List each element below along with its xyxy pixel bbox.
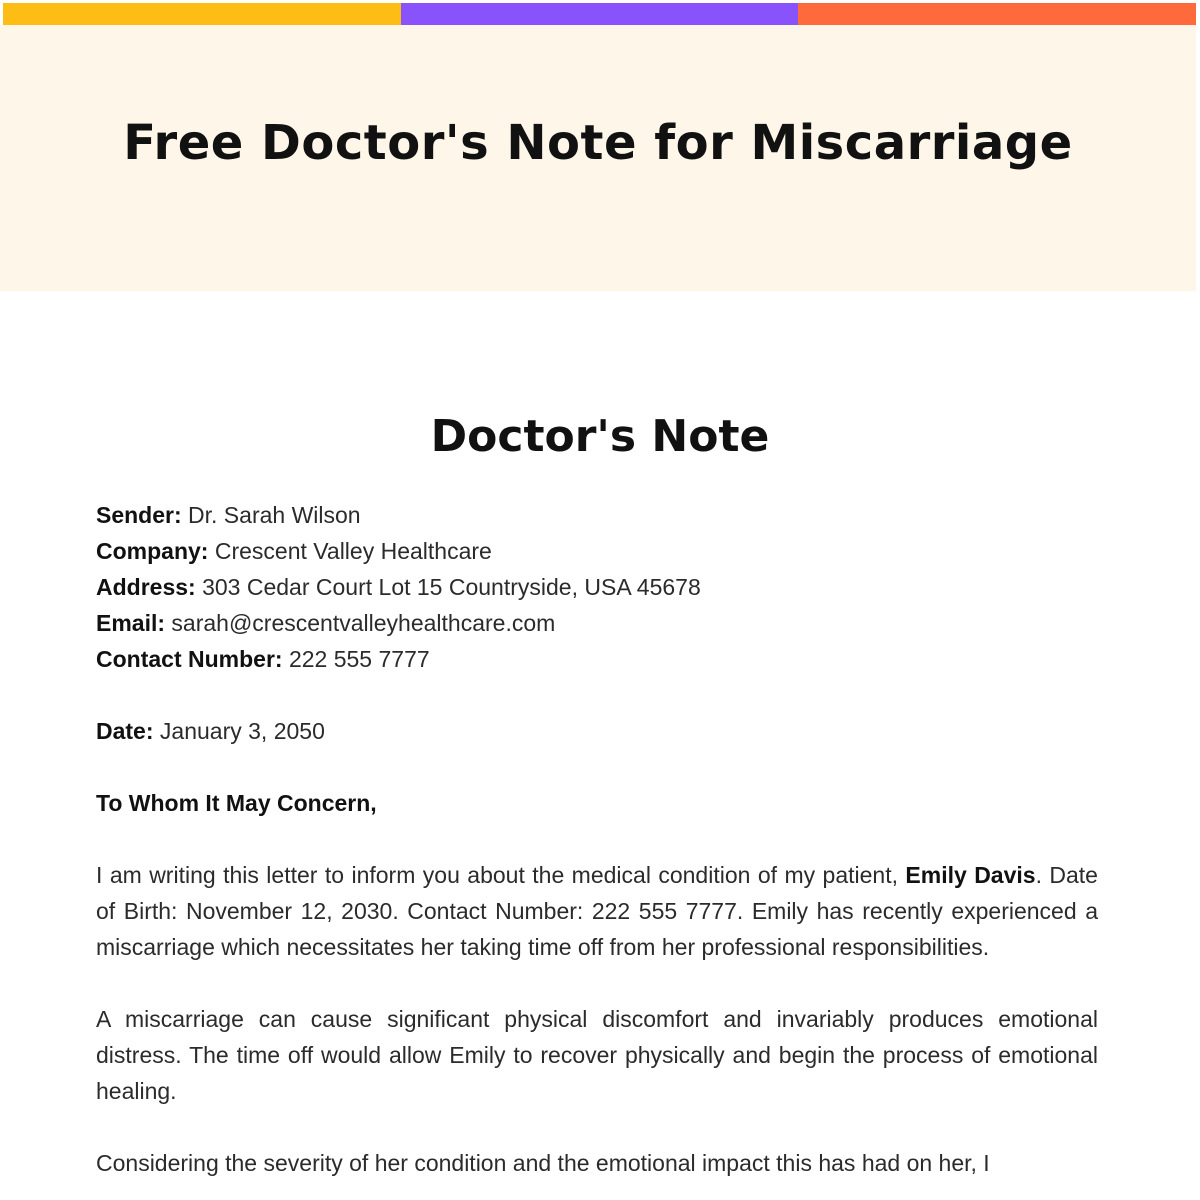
sender-label: Sender: <box>96 502 182 528</box>
document-body <box>96 497 1098 1181</box>
accent-bar <box>3 3 1196 25</box>
paragraph-text: I am writing this letter to inform you about the medical condition of my patient, <box>96 862 906 888</box>
spacer <box>96 677 1098 713</box>
document-page <box>0 291 1200 1200</box>
accent-bar-orange <box>798 3 1196 25</box>
address-line <box>96 569 1098 605</box>
spacer <box>96 749 1098 785</box>
date-value: January 3, 2050 <box>159 718 325 744</box>
sender-line <box>96 497 1098 533</box>
page-title: Free Doctor's Note for Miscarriage <box>123 115 1073 171</box>
salutation: To Whom It May Concern, <box>96 790 377 816</box>
sender-details <box>96 497 1098 677</box>
paragraph-severity: Considering the severity of her condition and the emotional impact this has had on her, I <box>96 1150 990 1176</box>
accent-bar-purple <box>401 3 799 25</box>
paragraph-recovery: A miscarriage can cause significant physical discomfort and invariably produces emotional distress. The time off would allow Emily to recover physically and begin the process of emotional healing. <box>96 1006 1098 1104</box>
spacer <box>96 1109 1098 1145</box>
date-line <box>96 713 1098 749</box>
contact-value: 222 555 7777 <box>288 646 430 672</box>
company-value: Crescent Valley Healthcare <box>214 538 492 564</box>
email-line <box>96 605 1098 641</box>
paragraph-text: . Date of Birth: November 12, 2030. Contact Number: 222 555 7777. Emily has recently experienced a miscarriage which necessitates her taking time off from her professional responsibilities. <box>96 862 1098 960</box>
date-label: Date: <box>96 718 154 744</box>
accent-bar-yellow <box>3 3 401 25</box>
sender-value: Dr. Sarah Wilson <box>188 502 361 528</box>
document-title: Doctor's Note <box>430 411 770 462</box>
spacer <box>96 965 1098 1001</box>
email-value: sarah@crescentvalleyhealthcare.com <box>171 610 556 636</box>
hero-banner <box>0 25 1196 291</box>
address-label: Address: <box>96 574 196 600</box>
address-value: 303 Cedar Court Lot 15 Countryside, USA 45678 <box>202 574 701 600</box>
contact-label: Contact Number: <box>96 646 283 672</box>
contact-line <box>96 641 1098 677</box>
company-line <box>96 533 1098 569</box>
spacer <box>96 821 1098 857</box>
company-label: Company: <box>96 538 209 564</box>
email-label: Email: <box>96 610 166 636</box>
paragraph-patient-info <box>96 857 1098 965</box>
patient-name: Emily Davis <box>905 862 1036 888</box>
